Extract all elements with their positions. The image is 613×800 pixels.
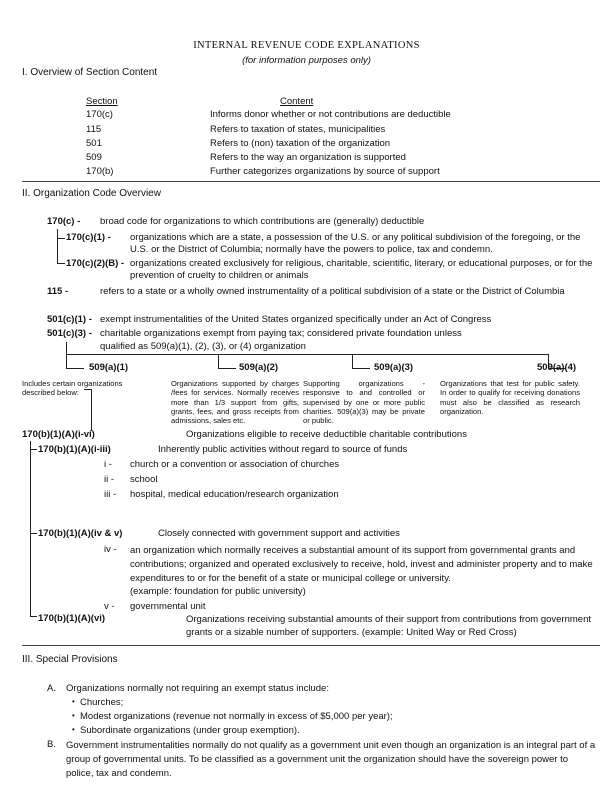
tree-branch: [57, 238, 65, 239]
tree-line: [66, 354, 548, 355]
content-cell: Refers to (non) taxation of the organization: [210, 138, 391, 149]
code-170c: 170(c) -: [47, 216, 81, 227]
box-509a2-text: Organizations supported by charges /fees for services. Normally receives more than 1/3 support from gifts, grants, fees, and gross receipts from admissions, sales etc.: [171, 379, 299, 426]
code-170b: 170(b)(1)(A)(i-vi): [22, 429, 95, 440]
bullet-icon: •: [72, 697, 75, 706]
item-text: church or a convention or association of churches: [130, 459, 340, 470]
section-cell: 115: [86, 124, 102, 135]
bullet-icon: •: [72, 725, 75, 734]
tree-branch: [352, 368, 370, 369]
box-509a4-text: Organizations that test for public safety. In order to qualify for receiving donations must also be classified as research organization.: [440, 379, 580, 416]
code-170b-iv-v: 170(b)(1)(A)(iv & v): [38, 528, 123, 539]
item-num: v -: [104, 601, 115, 612]
section-3-heading: III. Special Provisions: [22, 654, 118, 665]
section-cell: 170(b): [86, 166, 114, 177]
content-cell: Informs donor whether or not contributions are deductible: [210, 109, 451, 120]
code-170b-text: Organizations eligible to receive deductible charitable contributions: [186, 429, 467, 440]
section-2-heading: II. Organization Code Overview: [22, 188, 161, 199]
bullet-text: Subordinate organizations (under group exemption).: [80, 725, 300, 736]
code-509a2: 509(a)(2): [239, 362, 279, 373]
code-509a3: 509(a)(3): [374, 362, 414, 373]
tree-line: [91, 389, 92, 397]
tree-line: [30, 441, 31, 616]
item-text: school: [130, 474, 158, 485]
tree-line: [66, 342, 67, 354]
code-501c3: 501(c)(3) -: [47, 328, 92, 339]
code-170b-vi-text: Organizations receiving substantial amounts of their support from contributions from government grants or a sizable number of supporters. (example: United Way or Red Cross): [186, 614, 592, 638]
item-iv-text: an organization which normally receives a substantial amount of its support from governmental grants and contributions; organized and operated exclusively to receive, hold, invest and administer property and to make expenditures to or for the benefit of a state or municipal college or university.: [130, 545, 593, 584]
provision-a-text: Organizations normally not requiring an exempt status include:: [66, 683, 329, 694]
provision-a-label: A.: [47, 683, 56, 694]
item-iv-example: (example: foundation for public university): [130, 586, 306, 597]
tree-line: [84, 389, 91, 390]
document-subtitle: (for information purposes only): [242, 55, 371, 66]
content-cell: Refers to the way an organization is supported: [210, 152, 406, 163]
item-text: hospital, medical education/research organization: [130, 489, 339, 500]
item-num: i -: [104, 459, 112, 470]
item-num: iii -: [104, 489, 117, 500]
code-501c3-text-cont: qualified as 509(a)(1), (2), (3), or (4) organization: [100, 341, 306, 352]
document-title: INTERNAL REVENUE CODE EXPLANATIONS: [193, 40, 420, 51]
content-cell: Further categorizes organizations by source of support: [210, 166, 440, 177]
code-115: 115 -: [47, 286, 69, 297]
divider: [22, 181, 600, 182]
code-170c2b: 170(c)(2)(B) -: [66, 258, 125, 269]
col-content-header: Content: [280, 96, 314, 107]
box-509a1-text: Includes certain organizations described below:: [22, 379, 123, 398]
code-170c1: 170(c)(1) -: [66, 232, 111, 243]
code-509a1: 509(a)(1): [89, 362, 129, 373]
provision-b-text: Government instrumentalities normally do not qualify as a government unit even though an organization is an integral part of a group of governmental units. To be classified as a government unit the organization should have the sovereign power to police, tax and condemn.: [66, 740, 596, 779]
tree-line: [57, 229, 58, 263]
code-501c1: 501(c)(1) -: [47, 314, 92, 325]
provision-b-label: B.: [47, 739, 56, 750]
tree-branch: [30, 449, 37, 450]
code-170c-text: broad code for organizations to which contributions are (generally) deductible: [100, 216, 425, 227]
bullet-text: Modest organizations (revenue not normally in excess of $5,000 per year);: [80, 711, 393, 722]
section-1-heading: I. Overview of Section Content: [22, 67, 158, 78]
col-section-header: Section: [86, 96, 118, 107]
tree-branch: [66, 368, 84, 369]
box-509a3-text: Supporting organizations - responsive to and controlled or supervised by one or more public charities. 509(a)(3) may be private or public.: [303, 379, 425, 426]
item-num: ii -: [104, 474, 115, 485]
section-cell: 509: [86, 152, 102, 163]
content-cell: Refers to taxation of states, municipalities: [210, 124, 386, 135]
code-170b-vi: 170(b)(1)(A)(vi): [38, 613, 106, 624]
code-115-text: refers to a state or a wholly owned instrumentality of a political subdivision of a state or the District of Columbia: [100, 286, 565, 297]
section-cell: 501: [86, 138, 102, 149]
code-170b-i-iii: 170(b)(1)(A)(i-iii): [38, 444, 111, 455]
tree-branch: [218, 368, 236, 369]
tree-line: [218, 354, 219, 368]
tree-branch: [57, 263, 65, 264]
code-501c3-text: charitable organizations exempt from paying tax; considered private foundation unless: [100, 328, 462, 339]
tree-line: [352, 354, 353, 368]
code-509a4: 509(a)(4): [537, 362, 577, 373]
tree-branch: [30, 616, 37, 617]
item-num: iv -: [104, 544, 117, 555]
code-501c1-text: exempt instrumentalities of the United States organized specifically under an Act of Congress: [100, 314, 492, 325]
section-cell: 170(c): [86, 109, 113, 120]
tree-line: [66, 354, 67, 368]
divider: [22, 645, 600, 646]
bullet-text: Churches;: [80, 697, 124, 708]
tree-line: [91, 397, 92, 431]
code-170c1-text: organizations which are a state, a possession of the U.S. or any political subdivision of the foregoing, or the U.S. or the District of Columbia; normally have the powers to police, tax and condemn.: [130, 232, 581, 255]
code-170c2b-text: organizations created exclusively for religious, charitable, scientific, literary, or educational purposes, or for the prevention of cruelty to children or animals: [130, 258, 593, 281]
item-v-text: governmental unit: [130, 601, 206, 612]
code-170b-iv-v-text: Closely connected with government support and activities: [158, 528, 400, 539]
bullet-icon: •: [72, 711, 75, 720]
code-170b-i-iii-text: Inherently public activities without regard to source of funds: [158, 444, 408, 455]
tree-branch: [30, 533, 37, 534]
